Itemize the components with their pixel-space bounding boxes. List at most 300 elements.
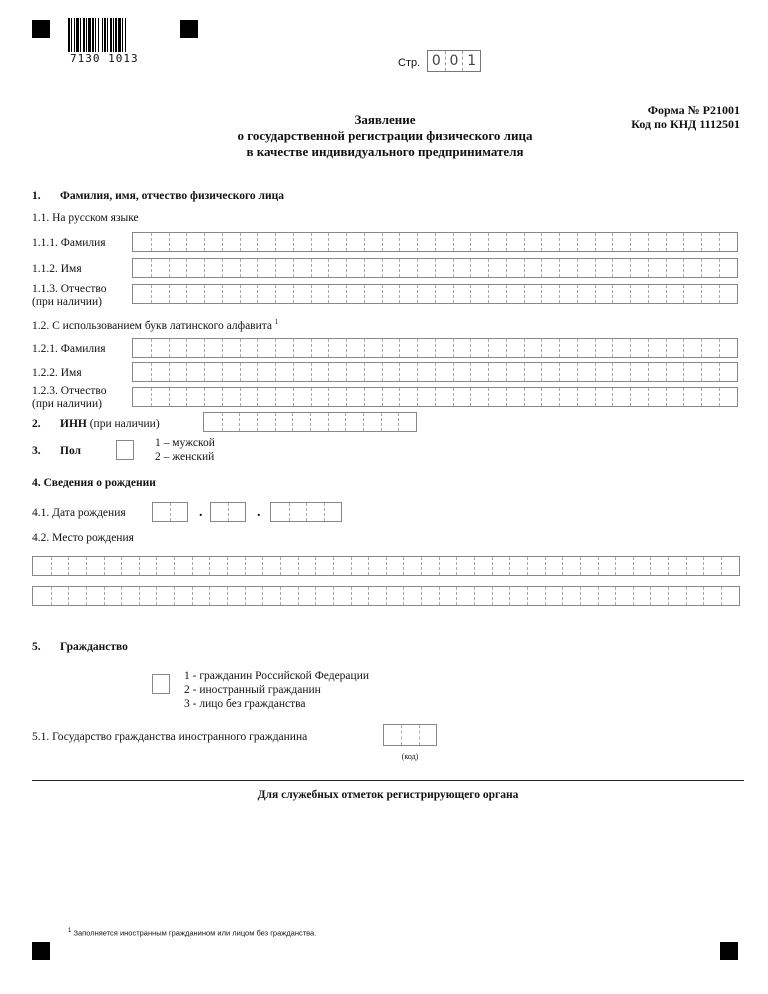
- char-cell[interactable]: [470, 233, 488, 251]
- char-cell[interactable]: [33, 587, 51, 605]
- char-cell[interactable]: [293, 339, 311, 357]
- char-cell[interactable]: [86, 587, 104, 605]
- char-cell[interactable]: [470, 388, 488, 406]
- char-cell[interactable]: [133, 259, 151, 277]
- char-cell[interactable]: [275, 233, 293, 251]
- char-cell[interactable]: [204, 259, 222, 277]
- char-cell[interactable]: [227, 587, 245, 605]
- char-cell[interactable]: [474, 587, 492, 605]
- char-cell[interactable]: [298, 557, 316, 575]
- char-cell[interactable]: [683, 285, 701, 303]
- char-cell[interactable]: [701, 285, 719, 303]
- char-cell[interactable]: [399, 285, 417, 303]
- char-cell[interactable]: [333, 587, 351, 605]
- char-cell[interactable]: [701, 339, 719, 357]
- char-cell[interactable]: [257, 413, 275, 431]
- char-cell[interactable]: [524, 259, 542, 277]
- char-cell[interactable]: [133, 233, 151, 251]
- char-cell[interactable]: [245, 557, 263, 575]
- char-cell[interactable]: [315, 587, 333, 605]
- char-cell[interactable]: [311, 388, 329, 406]
- char-cell[interactable]: [506, 259, 524, 277]
- char-cell[interactable]: [245, 587, 263, 605]
- char-cell[interactable]: [488, 363, 506, 381]
- char-cell[interactable]: [719, 233, 737, 251]
- char-cell[interactable]: [701, 233, 719, 251]
- char-cell[interactable]: [275, 388, 293, 406]
- char-cell[interactable]: [650, 557, 668, 575]
- char-cell[interactable]: [289, 503, 307, 521]
- char-cell[interactable]: [577, 259, 595, 277]
- char-cell[interactable]: [382, 233, 400, 251]
- char-cell[interactable]: [222, 285, 240, 303]
- char-cell[interactable]: [257, 285, 275, 303]
- char-cell[interactable]: [104, 557, 122, 575]
- char-cell[interactable]: [630, 285, 648, 303]
- char-cell[interactable]: [562, 587, 580, 605]
- char-cell[interactable]: [68, 557, 86, 575]
- char-cell[interactable]: [683, 339, 701, 357]
- char-cell[interactable]: [615, 557, 633, 575]
- char-cell[interactable]: [293, 259, 311, 277]
- char-cell[interactable]: [240, 388, 258, 406]
- char-cell[interactable]: [435, 259, 453, 277]
- char-cell[interactable]: [666, 388, 684, 406]
- char-cell[interactable]: [386, 587, 404, 605]
- char-cell[interactable]: [683, 363, 701, 381]
- char-cell[interactable]: [227, 557, 245, 575]
- char-cell[interactable]: [364, 233, 382, 251]
- char-cell[interactable]: [222, 363, 240, 381]
- char-cell[interactable]: [169, 233, 187, 251]
- char-cell[interactable]: [222, 233, 240, 251]
- char-cell[interactable]: [346, 233, 364, 251]
- char-cell[interactable]: [524, 233, 542, 251]
- char-cell[interactable]: [169, 339, 187, 357]
- char-cell[interactable]: [453, 285, 471, 303]
- char-cell[interactable]: [328, 285, 346, 303]
- char-cell[interactable]: [222, 339, 240, 357]
- char-cell[interactable]: [417, 388, 435, 406]
- birth-day-field[interactable]: [152, 502, 188, 522]
- char-cell[interactable]: [559, 363, 577, 381]
- char-cell[interactable]: [559, 388, 577, 406]
- char-cell[interactable]: [240, 259, 258, 277]
- char-cell[interactable]: [311, 259, 329, 277]
- char-cell[interactable]: [545, 587, 563, 605]
- char-cell[interactable]: [275, 363, 293, 381]
- char-cell[interactable]: [630, 339, 648, 357]
- char-cell[interactable]: [524, 339, 542, 357]
- char-cell[interactable]: [488, 233, 506, 251]
- lat-surname-field[interactable]: [132, 338, 738, 358]
- char-cell[interactable]: [209, 587, 227, 605]
- char-cell[interactable]: [577, 339, 595, 357]
- char-cell[interactable]: [668, 587, 686, 605]
- char-cell[interactable]: [524, 363, 542, 381]
- char-cell[interactable]: [488, 285, 506, 303]
- char-cell[interactable]: [668, 557, 686, 575]
- char-cell[interactable]: [559, 259, 577, 277]
- char-cell[interactable]: [612, 388, 630, 406]
- char-cell[interactable]: [292, 413, 310, 431]
- citizenship-field[interactable]: [152, 674, 170, 694]
- char-cell[interactable]: [453, 233, 471, 251]
- char-cell[interactable]: [186, 388, 204, 406]
- char-cell[interactable]: [399, 339, 417, 357]
- char-cell[interactable]: [186, 259, 204, 277]
- char-cell[interactable]: [470, 285, 488, 303]
- char-cell[interactable]: [257, 339, 275, 357]
- char-cell[interactable]: [351, 557, 369, 575]
- char-cell[interactable]: [153, 675, 169, 693]
- char-cell[interactable]: [240, 363, 258, 381]
- char-cell[interactable]: [51, 557, 69, 575]
- char-cell[interactable]: [257, 388, 275, 406]
- char-cell[interactable]: [204, 388, 222, 406]
- char-cell[interactable]: [598, 587, 616, 605]
- char-cell[interactable]: [524, 285, 542, 303]
- char-cell[interactable]: [721, 587, 739, 605]
- char-cell[interactable]: [509, 557, 527, 575]
- char-cell[interactable]: [399, 259, 417, 277]
- char-cell[interactable]: [86, 557, 104, 575]
- char-cell[interactable]: [240, 233, 258, 251]
- char-cell[interactable]: [398, 413, 416, 431]
- char-cell[interactable]: [650, 587, 668, 605]
- char-cell[interactable]: [68, 587, 86, 605]
- char-cell[interactable]: [666, 259, 684, 277]
- char-cell[interactable]: [328, 388, 346, 406]
- ru-patronymic-field[interactable]: [132, 284, 738, 304]
- char-cell[interactable]: [577, 285, 595, 303]
- char-cell[interactable]: [559, 339, 577, 357]
- char-cell[interactable]: [139, 557, 157, 575]
- char-cell[interactable]: [324, 503, 342, 521]
- char-cell[interactable]: [435, 233, 453, 251]
- char-cell[interactable]: [545, 557, 563, 575]
- char-cell[interactable]: [139, 587, 157, 605]
- char-cell[interactable]: [595, 363, 613, 381]
- char-cell[interactable]: [293, 388, 311, 406]
- char-cell[interactable]: [719, 388, 737, 406]
- char-cell[interactable]: [211, 503, 228, 521]
- char-cell[interactable]: [222, 388, 240, 406]
- char-cell[interactable]: [648, 388, 666, 406]
- char-cell[interactable]: [121, 587, 139, 605]
- char-cell[interactable]: [595, 259, 613, 277]
- char-cell[interactable]: [453, 259, 471, 277]
- char-cell[interactable]: [311, 233, 329, 251]
- char-cell[interactable]: [701, 388, 719, 406]
- char-cell[interactable]: [648, 285, 666, 303]
- char-cell[interactable]: [527, 557, 545, 575]
- char-cell[interactable]: [509, 587, 527, 605]
- char-cell[interactable]: [419, 725, 436, 745]
- char-cell[interactable]: [527, 587, 545, 605]
- char-cell[interactable]: [577, 388, 595, 406]
- char-cell[interactable]: [382, 363, 400, 381]
- char-cell[interactable]: [169, 259, 187, 277]
- char-cell[interactable]: [421, 557, 439, 575]
- char-cell[interactable]: [275, 285, 293, 303]
- char-cell[interactable]: [648, 233, 666, 251]
- char-cell[interactable]: [363, 413, 381, 431]
- char-cell[interactable]: [222, 413, 240, 431]
- char-cell[interactable]: [488, 388, 506, 406]
- inn-field[interactable]: [203, 412, 417, 432]
- char-cell[interactable]: [275, 413, 293, 431]
- char-cell[interactable]: [470, 339, 488, 357]
- char-cell[interactable]: [541, 339, 559, 357]
- char-cell[interactable]: [280, 587, 298, 605]
- char-cell[interactable]: [598, 557, 616, 575]
- char-cell[interactable]: [257, 363, 275, 381]
- char-cell[interactable]: [209, 557, 227, 575]
- char-cell[interactable]: [399, 388, 417, 406]
- char-cell[interactable]: [612, 339, 630, 357]
- char-cell[interactable]: [595, 339, 613, 357]
- char-cell[interactable]: [186, 233, 204, 251]
- char-cell[interactable]: [453, 339, 471, 357]
- char-cell[interactable]: [577, 363, 595, 381]
- char-cell[interactable]: [133, 285, 151, 303]
- char-cell[interactable]: [630, 233, 648, 251]
- char-cell[interactable]: [382, 285, 400, 303]
- char-cell[interactable]: [648, 363, 666, 381]
- char-cell[interactable]: [156, 557, 174, 575]
- char-cell[interactable]: [612, 259, 630, 277]
- char-cell[interactable]: [310, 413, 328, 431]
- char-cell[interactable]: [470, 363, 488, 381]
- char-cell[interactable]: [328, 363, 346, 381]
- char-cell[interactable]: [580, 587, 598, 605]
- char-cell[interactable]: [648, 259, 666, 277]
- char-cell[interactable]: [364, 388, 382, 406]
- char-cell[interactable]: [117, 441, 133, 459]
- char-cell[interactable]: [169, 363, 187, 381]
- char-cell[interactable]: [421, 587, 439, 605]
- char-cell[interactable]: [666, 363, 684, 381]
- char-cell[interactable]: [506, 388, 524, 406]
- char-cell[interactable]: [719, 339, 737, 357]
- char-cell[interactable]: [257, 233, 275, 251]
- char-cell[interactable]: [470, 259, 488, 277]
- char-cell[interactable]: [719, 363, 737, 381]
- char-cell[interactable]: [541, 388, 559, 406]
- lat-name-field[interactable]: [132, 362, 738, 382]
- char-cell[interactable]: [257, 259, 275, 277]
- char-cell[interactable]: [333, 557, 351, 575]
- char-cell[interactable]: [133, 388, 151, 406]
- char-cell[interactable]: [541, 233, 559, 251]
- char-cell[interactable]: [271, 503, 289, 521]
- char-cell[interactable]: [580, 557, 598, 575]
- birth-month-field[interactable]: [210, 502, 246, 522]
- char-cell[interactable]: [346, 388, 364, 406]
- char-cell[interactable]: [328, 259, 346, 277]
- char-cell[interactable]: [541, 363, 559, 381]
- char-cell[interactable]: [453, 388, 471, 406]
- char-cell[interactable]: [174, 557, 192, 575]
- char-cell[interactable]: [386, 557, 404, 575]
- char-cell[interactable]: [630, 388, 648, 406]
- char-cell[interactable]: [346, 339, 364, 357]
- char-cell[interactable]: [683, 388, 701, 406]
- char-cell[interactable]: [439, 587, 457, 605]
- char-cell[interactable]: [346, 259, 364, 277]
- char-cell[interactable]: [222, 259, 240, 277]
- char-cell[interactable]: [262, 557, 280, 575]
- char-cell[interactable]: [382, 388, 400, 406]
- char-cell[interactable]: [204, 339, 222, 357]
- char-cell[interactable]: [192, 557, 210, 575]
- char-cell[interactable]: [151, 388, 169, 406]
- char-cell[interactable]: [435, 285, 453, 303]
- char-cell[interactable]: [612, 233, 630, 251]
- char-cell[interactable]: [435, 339, 453, 357]
- char-cell[interactable]: [228, 503, 245, 521]
- char-cell[interactable]: [701, 363, 719, 381]
- char-cell[interactable]: [648, 339, 666, 357]
- char-cell[interactable]: [506, 285, 524, 303]
- char-cell[interactable]: [417, 363, 435, 381]
- char-cell[interactable]: [368, 587, 386, 605]
- char-cell[interactable]: [612, 363, 630, 381]
- char-cell[interactable]: [311, 285, 329, 303]
- char-cell[interactable]: [346, 363, 364, 381]
- char-cell[interactable]: [328, 233, 346, 251]
- char-cell[interactable]: [719, 285, 737, 303]
- char-cell[interactable]: [121, 557, 139, 575]
- birth-place-field-line1[interactable]: [32, 556, 740, 576]
- char-cell[interactable]: [633, 587, 651, 605]
- char-cell[interactable]: [104, 587, 122, 605]
- char-cell[interactable]: [364, 339, 382, 357]
- char-cell[interactable]: [612, 285, 630, 303]
- char-cell[interactable]: [417, 259, 435, 277]
- char-cell[interactable]: [666, 233, 684, 251]
- char-cell[interactable]: [382, 259, 400, 277]
- char-cell[interactable]: [328, 413, 346, 431]
- char-cell[interactable]: [630, 259, 648, 277]
- char-cell[interactable]: [192, 587, 210, 605]
- char-cell[interactable]: [364, 285, 382, 303]
- char-cell[interactable]: [262, 587, 280, 605]
- char-cell[interactable]: [488, 339, 506, 357]
- char-cell[interactable]: [169, 285, 187, 303]
- char-cell[interactable]: [506, 233, 524, 251]
- char-cell[interactable]: [345, 413, 363, 431]
- char-cell[interactable]: [306, 503, 324, 521]
- char-cell[interactable]: [666, 339, 684, 357]
- ru-name-field[interactable]: [132, 258, 738, 278]
- char-cell[interactable]: [151, 233, 169, 251]
- char-cell[interactable]: [351, 587, 369, 605]
- char-cell[interactable]: [311, 363, 329, 381]
- gender-field[interactable]: [116, 440, 134, 460]
- char-cell[interactable]: [293, 233, 311, 251]
- char-cell[interactable]: [686, 587, 704, 605]
- char-cell[interactable]: [615, 587, 633, 605]
- ru-surname-field[interactable]: [132, 232, 738, 252]
- char-cell[interactable]: [280, 557, 298, 575]
- char-cell[interactable]: [381, 413, 399, 431]
- char-cell[interactable]: [683, 259, 701, 277]
- char-cell[interactable]: [703, 557, 721, 575]
- char-cell[interactable]: [368, 557, 386, 575]
- char-cell[interactable]: [403, 557, 421, 575]
- char-cell[interactable]: [456, 587, 474, 605]
- char-cell[interactable]: [541, 259, 559, 277]
- char-cell[interactable]: [364, 363, 382, 381]
- char-cell[interactable]: [456, 557, 474, 575]
- char-cell[interactable]: [311, 339, 329, 357]
- char-cell[interactable]: [439, 557, 457, 575]
- char-cell[interactable]: [133, 339, 151, 357]
- char-cell[interactable]: [524, 388, 542, 406]
- char-cell[interactable]: [595, 285, 613, 303]
- char-cell[interactable]: [186, 339, 204, 357]
- char-cell[interactable]: [204, 285, 222, 303]
- char-cell[interactable]: [151, 363, 169, 381]
- char-cell[interactable]: [417, 285, 435, 303]
- char-cell[interactable]: [399, 363, 417, 381]
- char-cell[interactable]: [453, 363, 471, 381]
- char-cell[interactable]: [417, 233, 435, 251]
- char-cell[interactable]: [435, 388, 453, 406]
- char-cell[interactable]: [401, 725, 418, 745]
- char-cell[interactable]: [403, 587, 421, 605]
- char-cell[interactable]: [506, 363, 524, 381]
- char-cell[interactable]: [719, 259, 737, 277]
- char-cell[interactable]: [559, 285, 577, 303]
- char-cell[interactable]: [384, 725, 401, 745]
- char-cell[interactable]: [328, 339, 346, 357]
- char-cell[interactable]: [541, 285, 559, 303]
- char-cell[interactable]: [186, 285, 204, 303]
- char-cell[interactable]: [703, 587, 721, 605]
- char-cell[interactable]: [399, 233, 417, 251]
- char-cell[interactable]: [633, 557, 651, 575]
- country-code-field[interactable]: [383, 724, 437, 746]
- birth-place-field-line2[interactable]: [32, 586, 740, 606]
- char-cell[interactable]: [33, 557, 51, 575]
- char-cell[interactable]: [683, 233, 701, 251]
- char-cell[interactable]: [488, 259, 506, 277]
- char-cell[interactable]: [240, 339, 258, 357]
- char-cell[interactable]: [153, 503, 170, 521]
- char-cell[interactable]: [151, 285, 169, 303]
- char-cell[interactable]: [170, 503, 187, 521]
- char-cell[interactable]: [577, 233, 595, 251]
- char-cell[interactable]: [721, 557, 739, 575]
- char-cell[interactable]: [474, 557, 492, 575]
- char-cell[interactable]: [630, 363, 648, 381]
- char-cell[interactable]: [174, 587, 192, 605]
- char-cell[interactable]: [595, 233, 613, 251]
- char-cell[interactable]: [133, 363, 151, 381]
- char-cell[interactable]: [204, 363, 222, 381]
- char-cell[interactable]: [169, 388, 187, 406]
- char-cell[interactable]: [204, 413, 222, 431]
- char-cell[interactable]: [364, 259, 382, 277]
- char-cell[interactable]: [293, 363, 311, 381]
- char-cell[interactable]: [293, 285, 311, 303]
- char-cell[interactable]: [239, 413, 257, 431]
- char-cell[interactable]: [298, 587, 316, 605]
- char-cell[interactable]: [562, 557, 580, 575]
